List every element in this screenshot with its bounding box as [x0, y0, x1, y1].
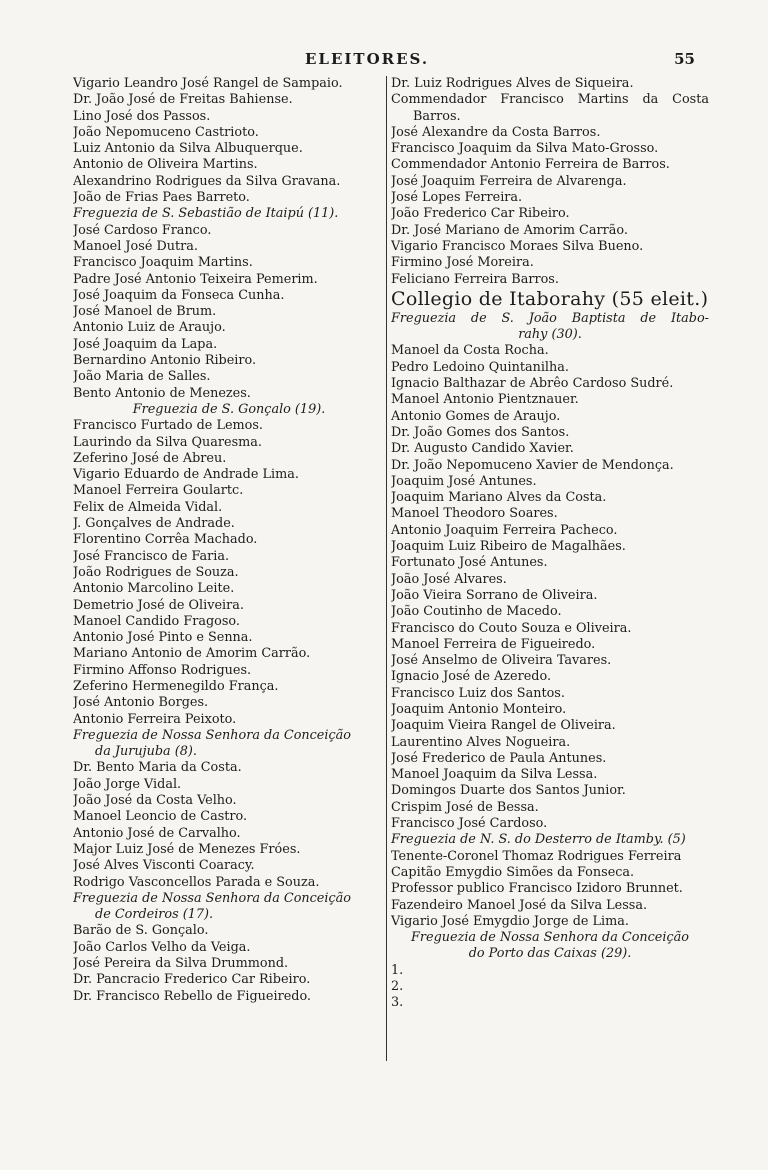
parish-heading: Freguezia de S. Sebastião de Itaipú (11).: [73, 206, 339, 222]
elector-line: Ignacio José de Azeredo.: [391, 669, 552, 685]
elector-line: 1.: [391, 962, 404, 978]
parish-heading: de Cordeiros (17).: [95, 907, 214, 923]
elector-line: Commendador Francisco Martins da Costa: [391, 92, 709, 108]
parish-heading: do Porto das Caixas (29).: [468, 946, 632, 962]
elector-line: 3.: [391, 995, 404, 1011]
elector-line: José Pereira da Silva Drummond.: [73, 956, 289, 972]
parish-heading: Freguezia de N. S. do Desterro de Itamby. (5): [391, 832, 686, 848]
parish-heading: Freguezia de Nossa Senhora da Conceição: [73, 890, 351, 906]
elector-line: Lino José dos Passos.: [73, 108, 211, 124]
elector-line: Bento Antonio de Menezes.: [73, 385, 251, 401]
elector-line: Joaquim Antonio Monteiro.: [391, 701, 567, 717]
elector-line: Zeferino José de Abreu.: [73, 450, 227, 466]
page-number: 55: [674, 50, 695, 68]
elector-line: Joaquim Mariano Alves da Costa.: [391, 490, 607, 506]
elector-line: Commendador Antonio Ferreira de Barros.: [391, 157, 670, 173]
running-title: ELEITORES.: [305, 50, 430, 68]
elector-line: Bernardino Antonio Ribeiro.: [73, 353, 257, 369]
elector-line: Dr. Luiz Rodrigues Alves de Siqueira.: [391, 76, 634, 91]
elector-line: Joaquim Vieira Rangel de Oliveira.: [391, 718, 616, 734]
elector-line: Dr. Francisco Rebello de Figueiredo.: [73, 988, 312, 1004]
elector-line: José Alves Visconti Coaracy.: [73, 858, 255, 874]
elector-line: Joaquim José Antunes.: [391, 473, 537, 489]
elector-line: Luiz Antonio da Silva Albuquerque.: [73, 141, 303, 157]
elector-line: Vigario Leandro José Rangel de Sampaio.: [73, 76, 343, 91]
elector-line: Manoel Ferreira Goulartc.: [73, 483, 244, 499]
elector-line: Dr. Pancracio Frederico Car Ribeiro.: [73, 972, 311, 988]
elector-line: João Coutinho de Macedo.: [391, 604, 562, 620]
elector-line: Rodrigo Vasconcellos Parada e Souza.: [73, 874, 320, 890]
elector-line: João Maria de Salles.: [73, 369, 211, 385]
elector-line: Padre José Antonio Teixeira Pemerim.: [73, 271, 318, 287]
elector-line: Vigario Francisco Moraes Silva Bueno.: [391, 238, 644, 254]
elector-line: Manoel da Costa Rocha.: [391, 343, 549, 359]
elector-line: Antonio José Pinto e Senna.: [73, 630, 253, 646]
elector-line: Francisco José Cardoso.: [391, 816, 548, 832]
elector-line: Manoel José Dutra.: [73, 238, 198, 254]
elector-line: Crispim José de Bessa.: [391, 799, 539, 815]
right-column: [386, 76, 709, 1061]
page-header: [75, 50, 695, 72]
elector-line: Florentino Corrêa Machado.: [73, 532, 258, 548]
elector-line: José Anselmo de Oliveira Tavares.: [391, 653, 612, 669]
elector-line: Vigario Eduardo de Andrade Lima.: [73, 467, 299, 483]
elector-line: José Antonio Borges.: [73, 695, 209, 711]
elector-line: João de Frias Paes Barreto.: [73, 190, 250, 206]
elector-line: Francisco Joaquim Martins.: [73, 255, 253, 271]
elector-line: José Joaquim da Lapa.: [73, 336, 218, 352]
elector-line: Laurindo da Silva Quaresma.: [73, 434, 263, 450]
elector-line: José Francisco de Faria.: [73, 548, 230, 564]
elector-line: José Lopes Ferreira.: [391, 190, 523, 206]
elector-line: Francisco Luiz dos Santos.: [391, 685, 565, 701]
elector-line: Professor publico Francisco Izidoro Brunnet.: [391, 881, 683, 897]
elector-line: João José Alvares.: [391, 571, 507, 587]
elector-line: Alexandrino Rodrigues da Silva Gravana.: [73, 173, 341, 189]
elector-line: Vigario José Emygdio Jorge de Lima.: [391, 913, 629, 929]
elector-line: 2.: [391, 979, 404, 995]
elector-line: Manoel Leoncio de Castro.: [73, 809, 248, 825]
elector-line: Francisco Furtado de Lemos.: [73, 418, 263, 434]
elector-line: Dr. Bento Maria da Costa.: [73, 760, 242, 776]
elector-line: Antonio Joaquim Ferreira Pacheco.: [391, 522, 618, 538]
elector-line: Tenente-Coronel Thomaz Rodrigues Ferreira: [391, 848, 682, 864]
elector-line: João Nepomuceno Castrioto.: [73, 124, 259, 140]
elector-line: Antonio Ferreira Peixoto.: [73, 711, 237, 727]
elector-line: José Alexandre da Costa Barros.: [391, 124, 601, 140]
elector-line: Laurentino Alves Nogueira.: [391, 734, 571, 750]
elector-line: Manoel Candido Fragoso.: [73, 613, 240, 629]
elector-line: Barão de S. Gonçalo.: [73, 923, 209, 939]
elector-line: Antonio Gomes de Araujo.: [391, 408, 561, 424]
elector-line: Antonio José de Carvalho.: [73, 825, 241, 841]
elector-line: José Manoel de Brum.: [73, 304, 217, 320]
elector-line: Mariano Antonio de Amorim Carrão.: [73, 646, 311, 662]
elector-line: Manoel Theodoro Soares.: [391, 506, 558, 522]
elector-line: Fazendeiro Manoel José da Silva Lessa.: [391, 897, 648, 913]
elector-line: Demetrio José de Oliveira.: [73, 597, 244, 613]
elector-line: Dr. João Nepomuceno Xavier de Mendonça.: [391, 457, 674, 473]
parish-heading: rahy (30).: [518, 327, 582, 343]
elector-line: Barros.: [413, 108, 461, 124]
elector-line: João Vieira Sorrano de Oliveira.: [391, 587, 598, 603]
elector-line: J. Gonçalves de Andrade.: [73, 516, 235, 532]
elector-line: Firmino José Moreira.: [391, 255, 534, 271]
elector-line: Major Luiz José de Menezes Fróes.: [73, 841, 301, 857]
parish-heading: Freguezia de Nossa Senhora da Conceição: [73, 727, 351, 743]
elector-line: Feliciano Ferreira Barros.: [391, 271, 559, 287]
elector-line: Domingos Duarte dos Santos Junior.: [391, 783, 626, 799]
elector-line: José Cardoso Franco.: [73, 222, 212, 238]
elector-line: Fortunato José Antunes.: [391, 555, 548, 571]
elector-line: Dr. João José de Freitas Bahiense.: [73, 92, 293, 108]
elector-line: Felix de Almeida Vidal.: [73, 499, 223, 515]
elector-line: Antonio Luiz de Araujo.: [73, 320, 226, 336]
elector-line: Antonio Marcolino Leite.: [73, 581, 235, 597]
elector-line: João Carlos Velho da Veiga.: [73, 939, 251, 955]
elector-line: Zeferino Hermenegildo França.: [73, 678, 279, 694]
elector-line: Pedro Ledoino Quintanilha.: [391, 359, 569, 375]
elector-line: Francisco do Couto Souza e Oliveira.: [391, 620, 632, 636]
elector-line: José Joaquim Ferreira de Alvarenga.: [391, 173, 627, 189]
elector-line: Manoel Ferreira de Figueiredo.: [391, 636, 596, 652]
elector-line: Firmino Affonso Rodrigues.: [73, 662, 252, 678]
parish-heading: Freguezia de S. Gonçalo (19).: [132, 401, 326, 417]
parish-heading: da Jurujuba (8).: [95, 744, 197, 760]
elector-line: João Jorge Vidal.: [73, 776, 182, 792]
elector-line: João José da Costa Velho.: [73, 793, 237, 809]
elector-line: José Joaquim da Fonseca Cunha.: [73, 287, 285, 303]
elector-line: Dr. João Gomes dos Santos.: [391, 424, 570, 440]
elector-line: Dr. Augusto Candido Xavier.: [391, 441, 574, 457]
elector-line: João Frederico Car Ribeiro.: [391, 206, 570, 222]
elector-line: Manoel Antonio Pientznauer.: [391, 392, 579, 408]
elector-line: Dr. José Mariano de Amorim Carrão.: [391, 222, 628, 238]
elector-line: Francisco Joaquim da Silva Mato-Grosso.: [391, 141, 659, 157]
parish-heading: Freguezia de S. João Baptista de Itabo-: [391, 310, 709, 326]
elector-line: Joaquim Luiz Ribeiro de Magalhães.: [391, 539, 626, 555]
parish-heading: Freguezia de Nossa Senhora da Conceição: [411, 930, 689, 946]
college-heading: Collegio de Itaborahy (55 eleit.): [391, 287, 709, 310]
elector-line: José Frederico de Paula Antunes.: [391, 750, 607, 766]
elector-line: Ignacio Balthazar de Abrêo Cardoso Sudré.: [391, 376, 674, 392]
left-column: [73, 76, 385, 1005]
elector-line: Antonio de Oliveira Martins.: [73, 157, 258, 173]
elector-line: João Rodrigues de Souza.: [73, 564, 239, 580]
elector-line: Manoel Joaquim da Silva Lessa.: [391, 767, 598, 783]
elector-line: Capitão Emygdio Simões da Fonseca.: [391, 864, 635, 880]
